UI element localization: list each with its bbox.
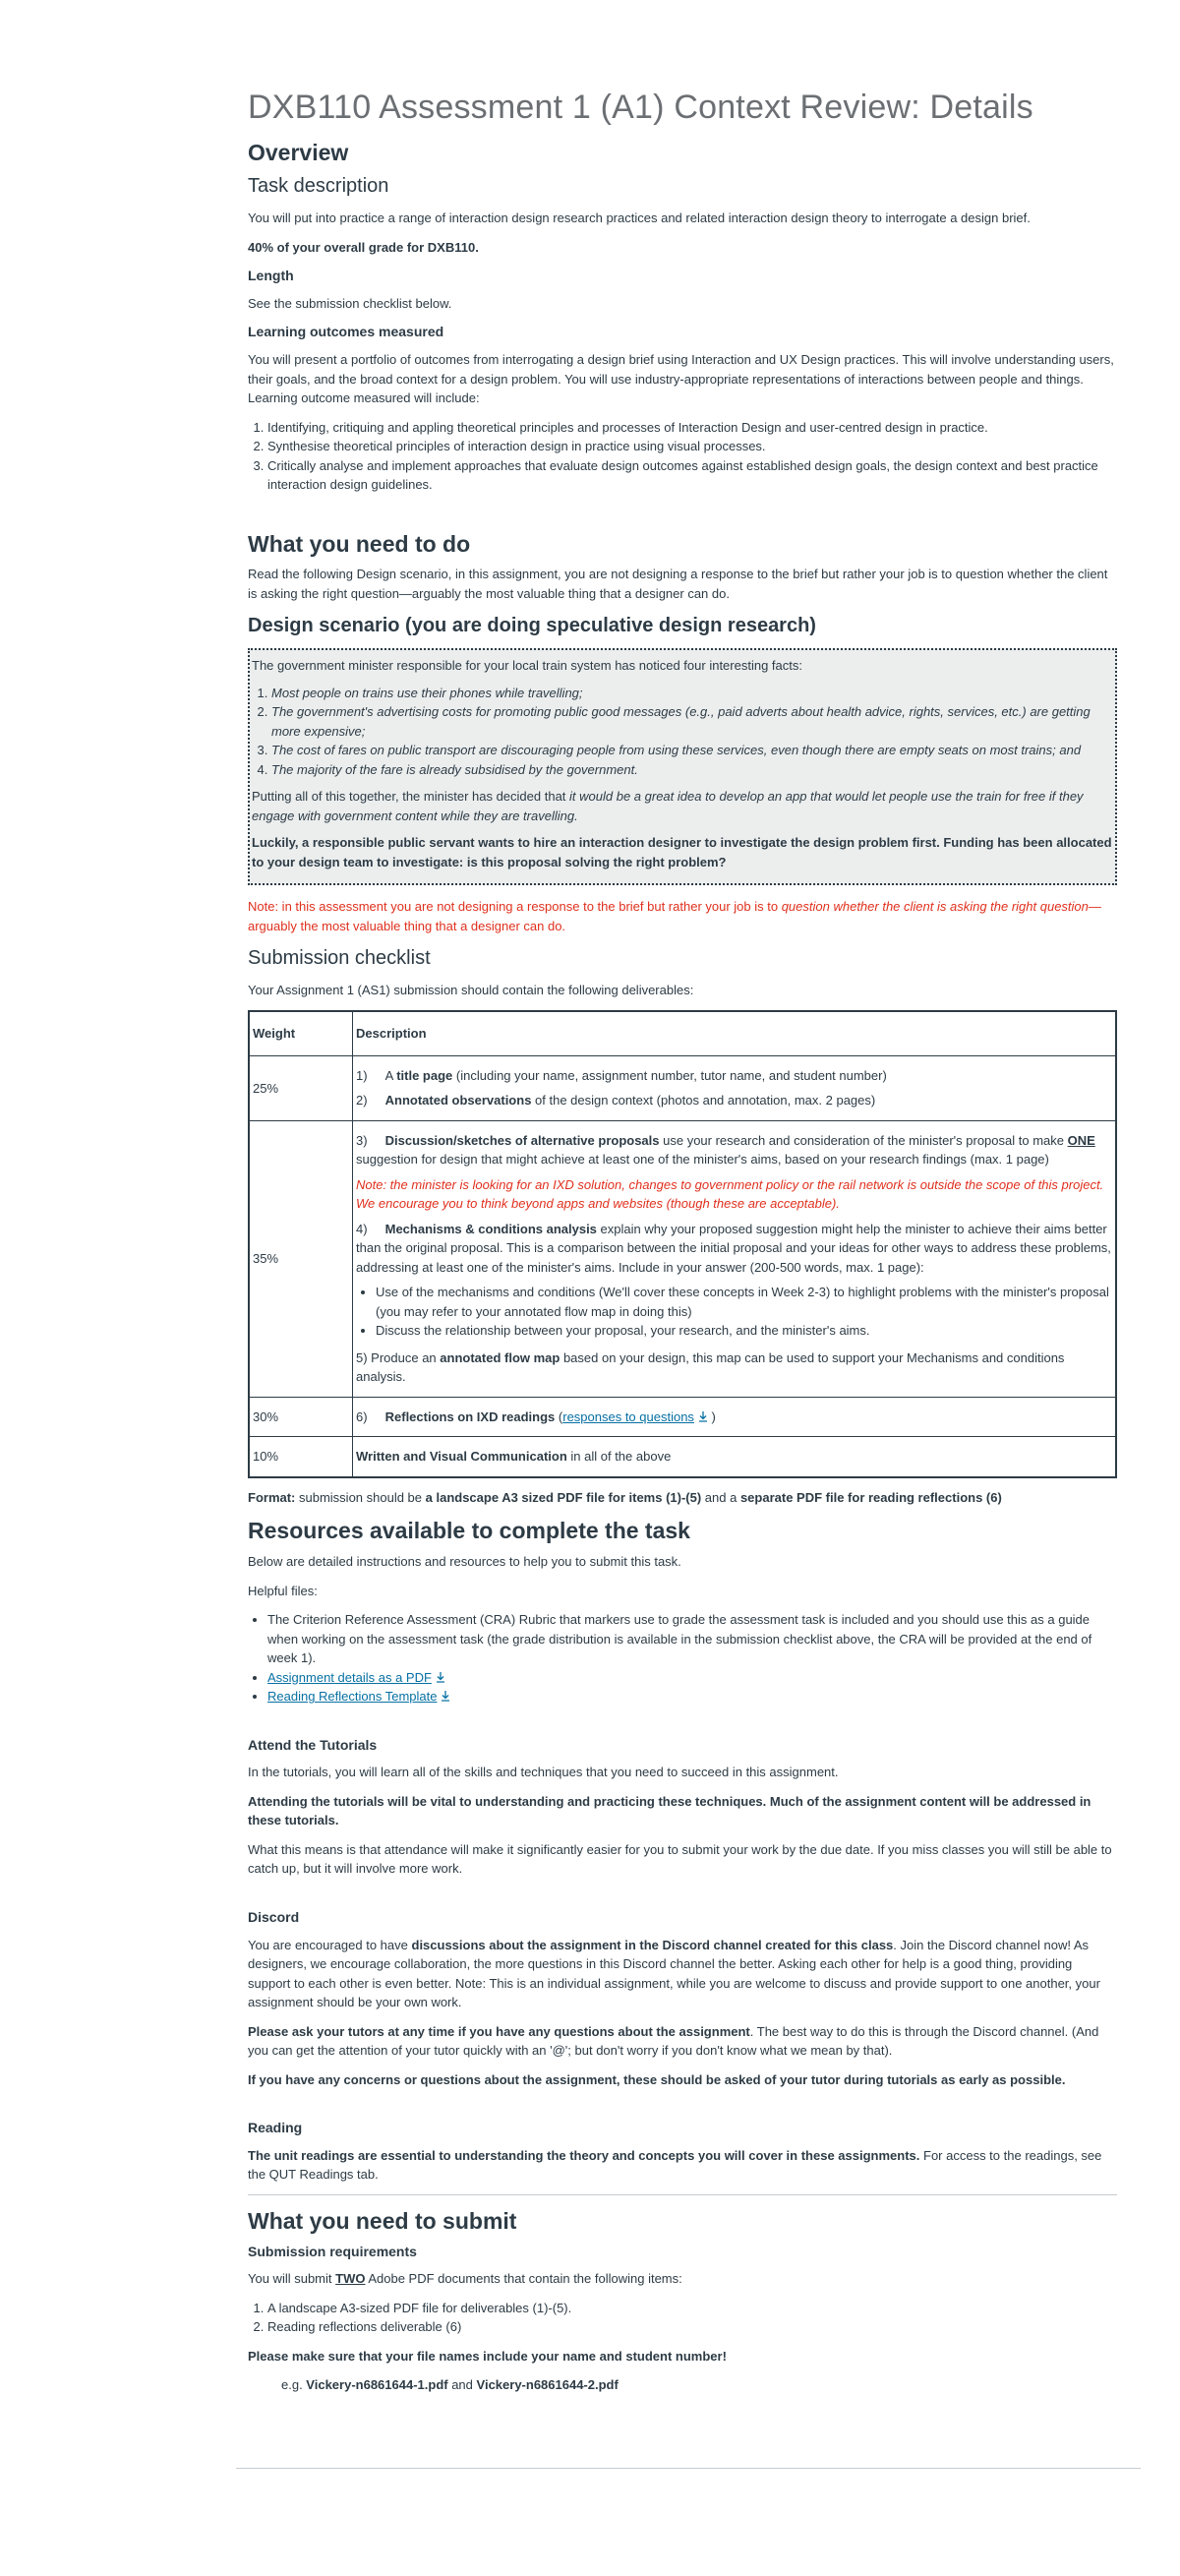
facts-list <box>252 684 1113 780</box>
download-icon <box>441 1690 450 1702</box>
list-item: 2. Synthesise theoretical principles of interaction design in practice using visual processes. <box>267 437 1117 456</box>
outcomes-text: You will present a portfolio of outcomes from interrogating a design brief using Interaction and UX Design practices. This will involve understanding users, their goals, and the broad context for a design problem. You will use industry-appropriate representations of interactions between people and things. Learning outcome measured will include: <box>248 352 1114 406</box>
tutorials-text-1: In the tutorials, you will learn all of the skills and techniques that you need to succeed in this assignment. <box>248 1765 839 1780</box>
submit-items-list <box>248 2299 1117 2337</box>
description-cell <box>353 1120 1117 1397</box>
mechanisms-list <box>356 1283 1112 1341</box>
overview-heading: Overview <box>248 139 349 165</box>
table-row <box>249 1437 1116 1477</box>
outcomes-heading: Learning outcomes measured <box>248 324 444 340</box>
discord-text-1: You are encouraged to have discussions about the assignment in the Discord channel created for this class. Join the Discord channel now! As designers, we encourage collaboration, the more questions in this Discord channel the better. Asking each other for help is a good thing, providing support to each other is even better. Note: This is an individual assignment, while you are welcome to discuss and provide support to one another, your assignment should be your own work. <box>248 1937 1100 2010</box>
reading-reflections-template-link[interactable]: Reading Reflections Template <box>267 1689 450 1704</box>
list-item: 2. The government's advertising costs for promoting public good messages (e.g., paid adverts about health advice, rights, services, etc.) are getting more expensive; <box>271 702 1113 741</box>
responses-to-questions-link[interactable]: responses to questions <box>562 1409 708 1424</box>
task-description-heading: Task description <box>248 175 389 198</box>
design-scenario-box <box>248 648 1117 885</box>
list-item: 2. Reading reflections deliverable (6) <box>267 2317 1117 2337</box>
submit-text: You will submit TWO Adobe PDF documents that contain the following items: <box>248 2271 682 2287</box>
assessment-note: Note: in this assessment you are not designing a response to the brief but rather your job is to question whether the client is asking the right question—arguably the most valuable thing that a designer can do. <box>248 899 1101 933</box>
length-text: See the submission checklist below. <box>248 295 452 311</box>
tutorials-heading: Attend the Tutorials <box>248 1736 378 1753</box>
deliverable-discussion: 3) Discussion/sketches of alternative proposals use your research and consideration of the minister's proposal to make ONE suggestion for design that might achieve at least one of the minister's aims, based on your research findings (max. 1 page) <box>356 1132 1095 1168</box>
weight-cell: 30% <box>249 1397 353 1437</box>
description-cell <box>353 1397 1117 1437</box>
deliverable-title-page: 1) A title page (including your name, assignment number, tutor name, and student number) <box>356 1067 887 1083</box>
task-description-text: You will put into practice a range of interaction design research practices and related interaction design theory to interrogate a design brief. <box>248 210 1031 226</box>
luckily-text: Luckily, a responsible public servant wants to hire an interaction designer to investigate the design problem first. Funding has been allocated to your design team to investigate: is this proposal solving the right problem? <box>252 835 1112 869</box>
checklist-heading: Submission checklist <box>248 947 431 970</box>
submit-heading: What you need to submit <box>248 2207 517 2234</box>
description-cell <box>353 1437 1117 1477</box>
list-item <box>267 1687 1117 1707</box>
file-names-note: Please make sure that your file names include your name and student number! <box>248 2348 727 2364</box>
tutorials-text-3: What this means is that attendance will make it significantly easier for you to submit your work by the due date. If you miss classes you will still be able to catch up, but it will involve more work. <box>248 1841 1112 1877</box>
description-cell <box>353 1055 1117 1120</box>
weight-cell: 10% <box>249 1437 353 1477</box>
description-column-header: Description <box>353 1011 1117 1056</box>
ixd-scope-note: Note: the minister is looking for an IXD solution, changes to government policy or the rail network is outside the scope of this project. We encourage you to think beyond apps and websites (though these are acceptable). <box>356 1176 1104 1212</box>
helpful-files-list <box>248 1610 1117 1707</box>
deliverable-annotated-observations: 2) Annotated observations of the design context (photos and annotation, max. 2 pages) <box>356 1093 876 1108</box>
checklist-intro: Your Assignment 1 (AS1) submission should contain the following deliverables: <box>248 983 694 998</box>
format-text: Format: submission should be a landscape A3 sized PDF file for items (1)-(5) and a separate PDF file for reading reflections (6) <box>248 1489 1002 1505</box>
list-item: 3. The cost of fares on public transport are discouraging people from using these services, even though there are empty seats on most trains; and <box>271 741 1113 760</box>
todo-heading: What you need to do <box>248 530 471 557</box>
resources-heading: Resources available to complete the task <box>248 1518 690 1544</box>
footer-divider <box>236 2468 1141 2469</box>
weight-cell: 25% <box>249 1055 353 1120</box>
resources-intro: Below are detailed instructions and resources to help you to submit this task. <box>248 1554 681 1570</box>
grade-text: 40% of your overall grade for DXB110. <box>248 239 479 255</box>
table-row <box>249 1397 1116 1437</box>
submission-requirements-heading: Submission requirements <box>248 2243 417 2259</box>
download-icon <box>698 1410 708 1422</box>
list-item: 4. The majority of the fare is already subsidised by the government. <box>271 760 1113 780</box>
scenario-intro: The government minister responsible for your local train system has noticed four interesting facts: <box>252 658 802 674</box>
deliverable-flow-map: 5) Produce an annotated flow map based on your design, this map can be used to support your Mechanisms and conditions analysis. <box>356 1349 1065 1385</box>
page-title: DXB110 Assessment 1 (A1) Context Review: Details <box>248 89 1033 126</box>
list-item <box>267 1668 1117 1688</box>
helpful-files-label: Helpful files: <box>248 1583 318 1598</box>
todo-intro: Read the following Design scenario, in this assignment, you are not designing a response to the brief but rather your job is to question whether the client is asking the right question—arguably the most valuable thing that a designer can do. <box>248 567 1108 601</box>
list-item: 3. Critically analyse and implement approaches that evaluate design outcomes against established design goals, the design context and best practice interaction design guidelines. <box>267 456 1117 495</box>
submission-checklist-table <box>248 1010 1117 1478</box>
section-divider <box>248 2194 1117 2195</box>
scenario-heading: Design scenario (you are doing speculative design research) <box>248 615 816 637</box>
discord-text-3: If you have any concerns or questions about the assignment, these should be asked of your tutor during tutorials as early as possible. <box>248 2071 1066 2087</box>
download-icon <box>436 1671 445 1683</box>
putting-together-text: Putting all of this together, the minister has decided that it would be a great idea to develop an app that would let people use the train for free if they engage with government content while they are travelling. <box>252 789 1084 823</box>
file-name-example: e.g. Vickery-n6861644-1.pdf and Vickery-n6861644-2.pdf <box>281 2377 619 2393</box>
tutorials-text-2: Attending the tutorials will be vital to understanding and practicing these techniques. Much of the assignment content will be addressed in these tutorials. <box>248 1793 1092 1828</box>
list-item: • The Criterion Reference Assessment (CRA) Rubric that markers use to grade the assessment task is included and you should use this as a guide when working on the assessment task (the grade distribution is available in the submission checklist above, the CRA will be provided at the end of week 1). <box>267 1610 1117 1668</box>
table-row <box>249 1055 1116 1120</box>
deliverable-communication: Written and Visual Communication in all of the above <box>356 1449 672 1465</box>
page-content <box>248 87 1117 2405</box>
length-heading: Length <box>248 268 294 284</box>
weight-cell: 35% <box>249 1120 353 1397</box>
table-row <box>249 1120 1116 1397</box>
outcomes-list <box>248 418 1117 495</box>
deliverable-reflections: 6) Reflections on IXD readings (responses to questions ) <box>356 1408 716 1424</box>
assignment-details-pdf-link[interactable]: Assignment details as a PDF <box>267 1670 445 1685</box>
reading-text: The unit readings are essential to understanding the theory and concepts you will cover in these assignments. For access to the readings, see the QUT Readings tab. <box>248 2147 1102 2183</box>
list-item: • Use of the mechanisms and conditions (We'll cover these concepts in Week 2-3) to highlight problems with the minister's proposal (you may refer to your annotated flow map in doing this) <box>376 1283 1112 1321</box>
list-item: • Discuss the relationship between your proposal, your research, and the minister's aims. <box>376 1321 1112 1341</box>
table-header-row <box>249 1011 1116 1056</box>
list-item: 1. A landscape A3-sized PDF file for deliverables (1)-(5). <box>267 2299 1117 2318</box>
deliverable-mechanisms: 4) Mechanisms & conditions analysis explain why your proposed suggestion might help the minister to achieve their aims better than the original proposal. This is a comparison between the initial proposal and your ideas for other ways to address these problems, addressing at least one of the minister's aims. Include in your answer (200-500 words, max. 1 page): <box>356 1221 1111 1275</box>
list-item: 1. Most people on trains use their phones while travelling; <box>271 684 1113 703</box>
discord-text-2: Please ask your tutors at any time if you have any questions about the assignment. The best way to do this is through the Discord channel. (And you can get the attention of your tutor quickly with an '@'; but don't worry if you don't know what we mean by that). <box>248 2023 1099 2059</box>
list-item: 1. Identifying, critiquing and appling theoretical principles and processes of Interaction Design and user-centred design in practice. <box>267 418 1117 438</box>
weight-column-header: Weight <box>249 1011 353 1056</box>
reading-heading: Reading <box>248 2120 303 2136</box>
discord-heading: Discord <box>248 1908 300 1925</box>
